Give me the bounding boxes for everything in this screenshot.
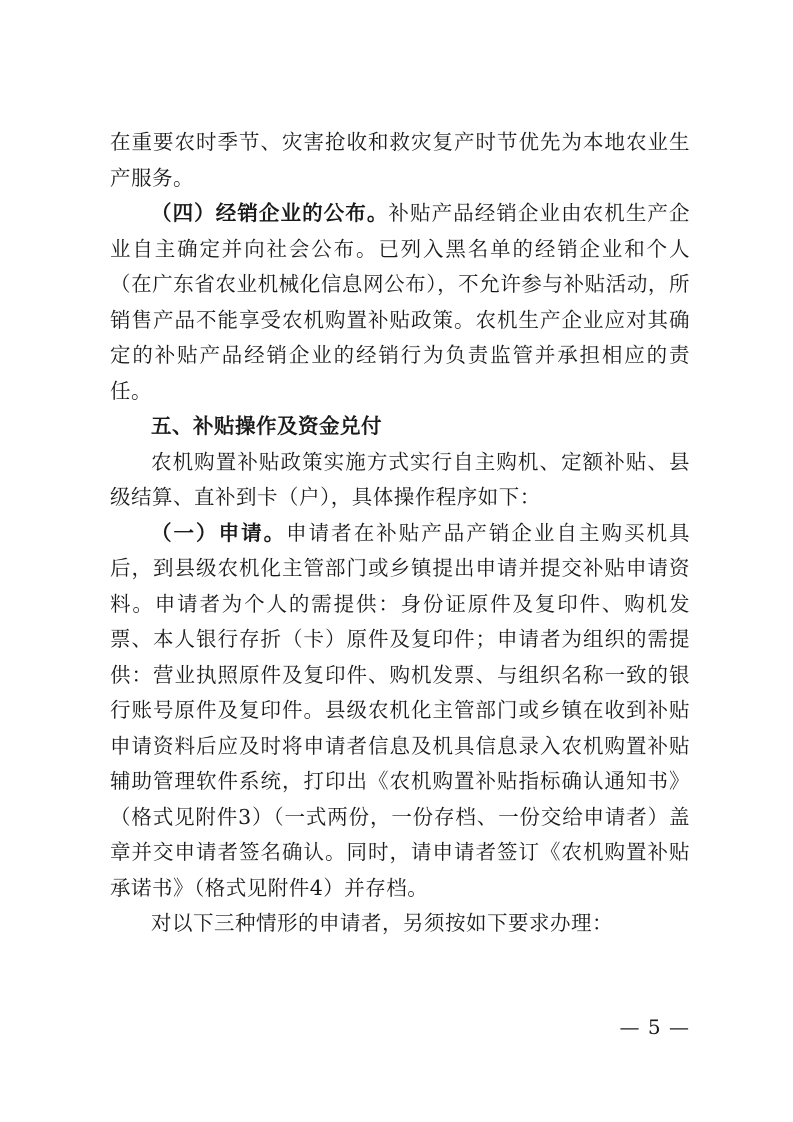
paragraph-text: 对以下三种情形的申请者，另须按如下要求办理： <box>151 911 613 935</box>
paragraph-lead-heading: （四）经销企业的公布。 <box>151 201 389 225</box>
paragraph-continuation <box>110 125 690 196</box>
paragraph-lead-heading: （一）申请。 <box>151 520 287 545</box>
document-body <box>110 125 690 942</box>
paragraph-text: 申请者在补贴产品产销企业自主购买机具后，到县级农机化主管部门或乡镇提出申请并提交补贴申请资料。申请者为个人的需提供：身份证原件及复印件、购机发票、本人银行存折（卡）原件及复印件；申请者为组织的需提供：营业执照原件及复印件、购机发票、与组织名称一致的银行账号原件及复印件。县级农机化主管部门或乡镇在收到补贴申请资料后应及时将申请者信息及机具信息录入农机购置补贴辅助管理软件系统，打印出《农机购置补贴指标确认通知书》（格式见附件3）（一式两份，一份存档、一份交给申请者）盖章并交申请者签名确认。同时，请申请者签订《农机购置补贴承诺书》（格式见附件4）并存档。 <box>110 520 691 900</box>
paragraph-implementation <box>110 445 690 516</box>
section-heading: 五、补贴操作及资金兑付 <box>151 414 382 438</box>
paragraph-application <box>110 516 690 907</box>
paragraph-text: 农机购置补贴政策实施方式实行自主购机、定额补贴、县级结算、直补到卡（户），具体操作程序如下： <box>110 449 690 509</box>
paragraph-text: 补贴产品经销企业由农机生产企业自主确定并向社会公布。已列入黑名单的经销企业和个人（在广东省农业机械化信息网公布），不允许参与补贴活动，所销售产品不能享受农机购置补贴政策。农机生产企业应对其确定的补贴产品经销企业的经销行为负责监管并承担相应的责任。 <box>110 201 691 403</box>
paragraph-text: 在重要农时季节、灾害抢收和救灾复产时节优先为本地农业生产服务。 <box>110 130 690 190</box>
paragraph-special-cases <box>110 906 690 942</box>
paragraph-dealer-publication <box>110 196 690 409</box>
page-number: — 5 — <box>619 1015 690 1039</box>
